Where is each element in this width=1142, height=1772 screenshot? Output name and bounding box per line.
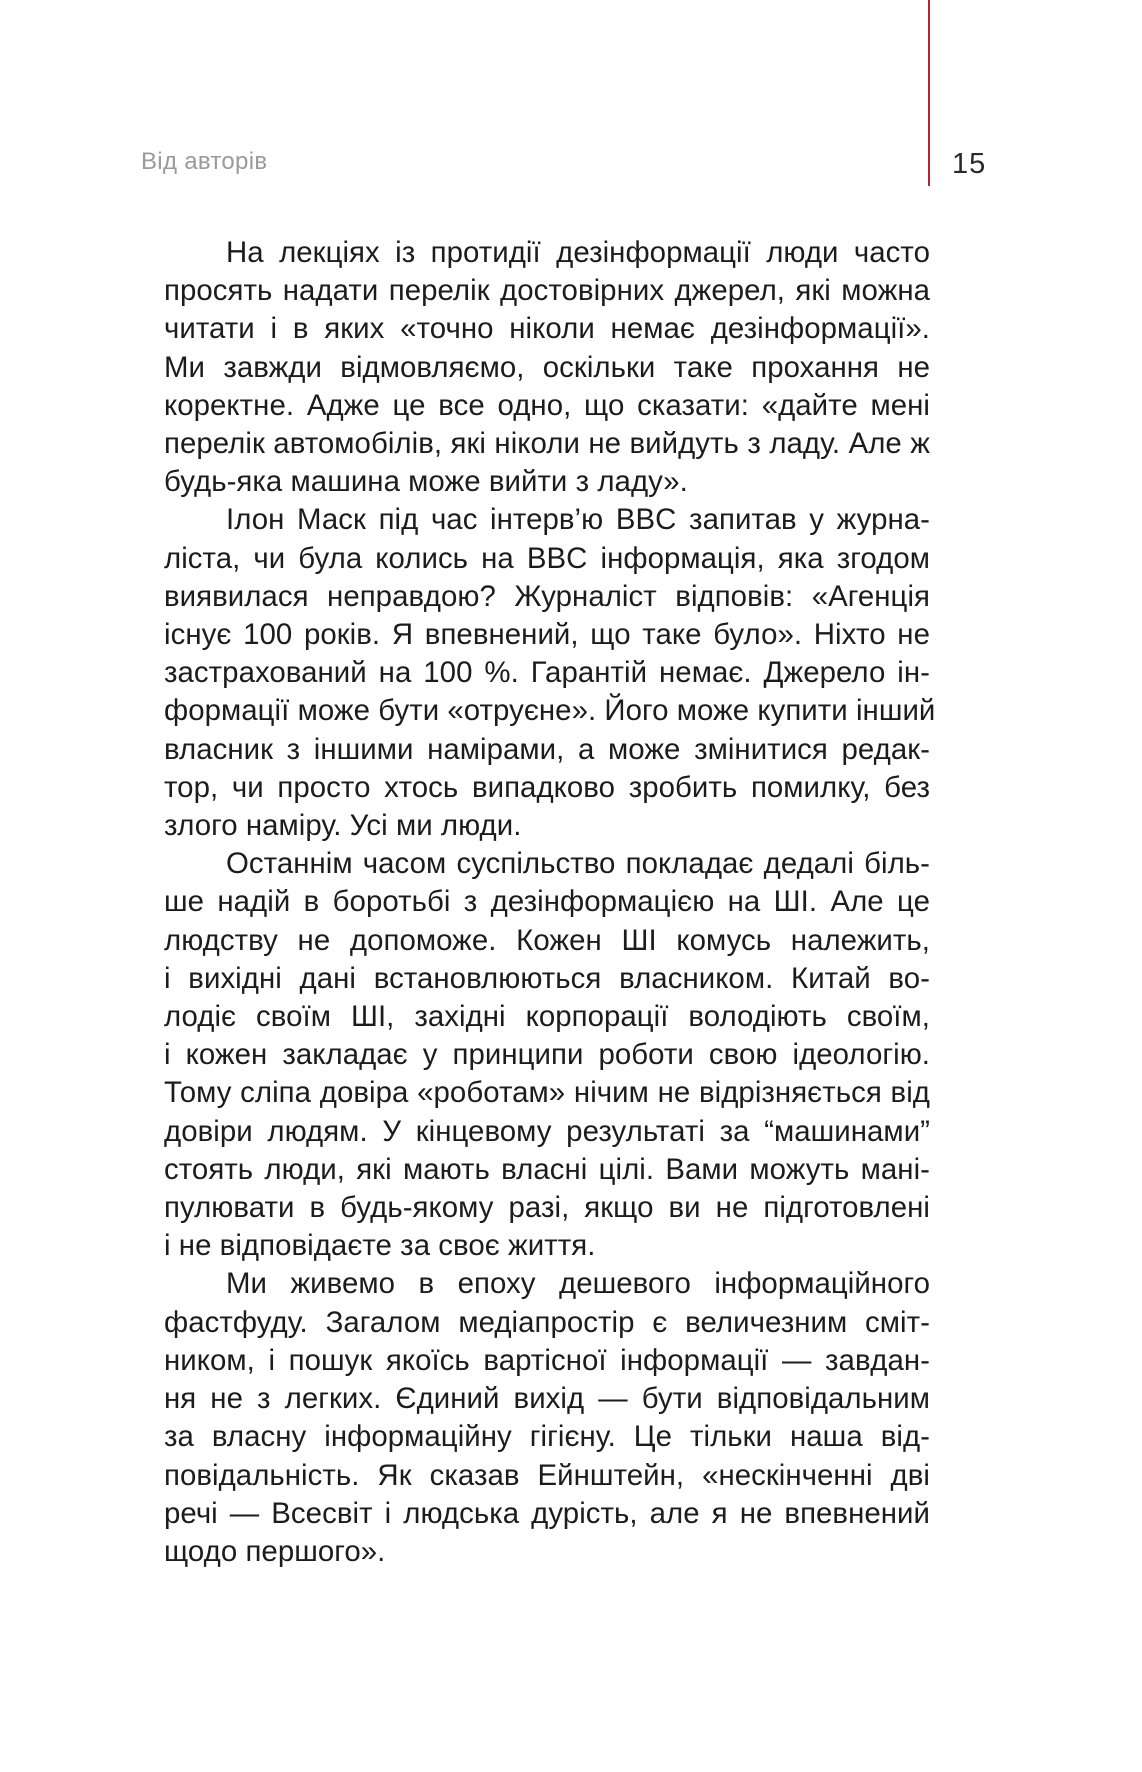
text-line: лодіє своїм ШІ, західні корпорації володіють своїм, (164, 1000, 930, 1034)
text-line: і не відповідаєте за своє життя. (164, 1229, 596, 1263)
text-line: стоять люди, які мають власні цілі. Вами можуть мані- (164, 1152, 930, 1186)
text-line: і кожен закладає у принципи роботи свою ідеологію. (164, 1038, 930, 1072)
text-line: Ілон Маск під час інтерв’ю BBC запитав у журна- (226, 503, 930, 537)
text-line: перелік автомобілів, які ніколи не вийдуть з ладу. Але ж (164, 427, 930, 461)
text-line: ником, і пошук якоїсь вартісної інформації — завдан- (164, 1343, 930, 1377)
margin-rule (928, 0, 930, 186)
text-line: ше надій в боротьбі з дезінформацією на ШІ. Але це (164, 885, 930, 919)
text-line: Ми живемо в епоху дешевого інформаційного (226, 1267, 930, 1301)
running-head: Від авторів (141, 148, 268, 175)
paragraph (164, 1265, 930, 1571)
text-line: Тому сліпа довіра «роботам» нічим не відрізняється від (164, 1076, 930, 1110)
page-number: 15 (952, 148, 987, 180)
text-line: ня не з легких. Єдиний вихід — бути відповідальним (164, 1382, 930, 1416)
text-line: речі — Всесвіт і людська дурість, але я не впевнений (164, 1496, 930, 1530)
body-text (164, 234, 936, 1571)
text-line: фастфуду. Загалом медіапростір є величезним сміт- (164, 1305, 930, 1339)
text-line: довіри людям. У кінцевому результаті за “машинами” (164, 1114, 930, 1148)
text-line: Ми завжди відмовляємо, оскільки таке прохання не (164, 350, 930, 384)
text-line: існує 100 років. Я впевнений, що таке було». Ніхто не (164, 618, 930, 652)
text-line: людству не допоможе. Кожен ШІ комусь належить, (164, 923, 930, 957)
text-line: повідальність. Як сказав Ейнштейн, «нескінченні дві (164, 1458, 930, 1492)
text-line: читати і в яких «точно ніколи немає дезінформації». (164, 312, 930, 346)
text-line: просять надати перелік достовірних джерел, які можна (164, 274, 930, 308)
text-line: тор, чи просто хтось випадково зробить помилку, без (164, 770, 930, 804)
text-line: На лекціях із протидії дезінформації люди часто (226, 236, 930, 269)
text-line: і вихідні дані встановлюються власником. Китай во- (164, 961, 930, 995)
paragraph (164, 501, 936, 845)
paragraph (164, 234, 930, 501)
text-line: пулювати в будь-якому разі, якщо ви не підготовлені (164, 1191, 930, 1225)
text-line: виявилася неправдою? Журналіст відповів: «Агенція (164, 579, 930, 613)
text-line: щодо першого». (164, 1534, 386, 1568)
text-line: ліста, чи була колись на BBC інформація, яка згодом (164, 541, 930, 575)
text-line: Останнім часом суспільство покладає дедалі біль- (226, 847, 930, 881)
paragraph (164, 845, 930, 1265)
text-line: застрахований на 100 %. Гарантій немає. Джерело ін- (164, 656, 930, 690)
text-line: злого наміру. Усі ми люди. (164, 809, 522, 843)
text-line: формації може бути «отруєне». Його може купити інший (164, 694, 936, 728)
text-line: власник з іншими намірами, а може змінитися редак- (164, 732, 930, 766)
text-line: коректне. Адже це все одно, що сказати: «дайте мені (164, 388, 930, 422)
text-line: будь-яка машина може вийти з ладу». (164, 465, 688, 499)
text-line: за власну інформаційну гігієну. Це тільки наша від- (164, 1420, 930, 1454)
